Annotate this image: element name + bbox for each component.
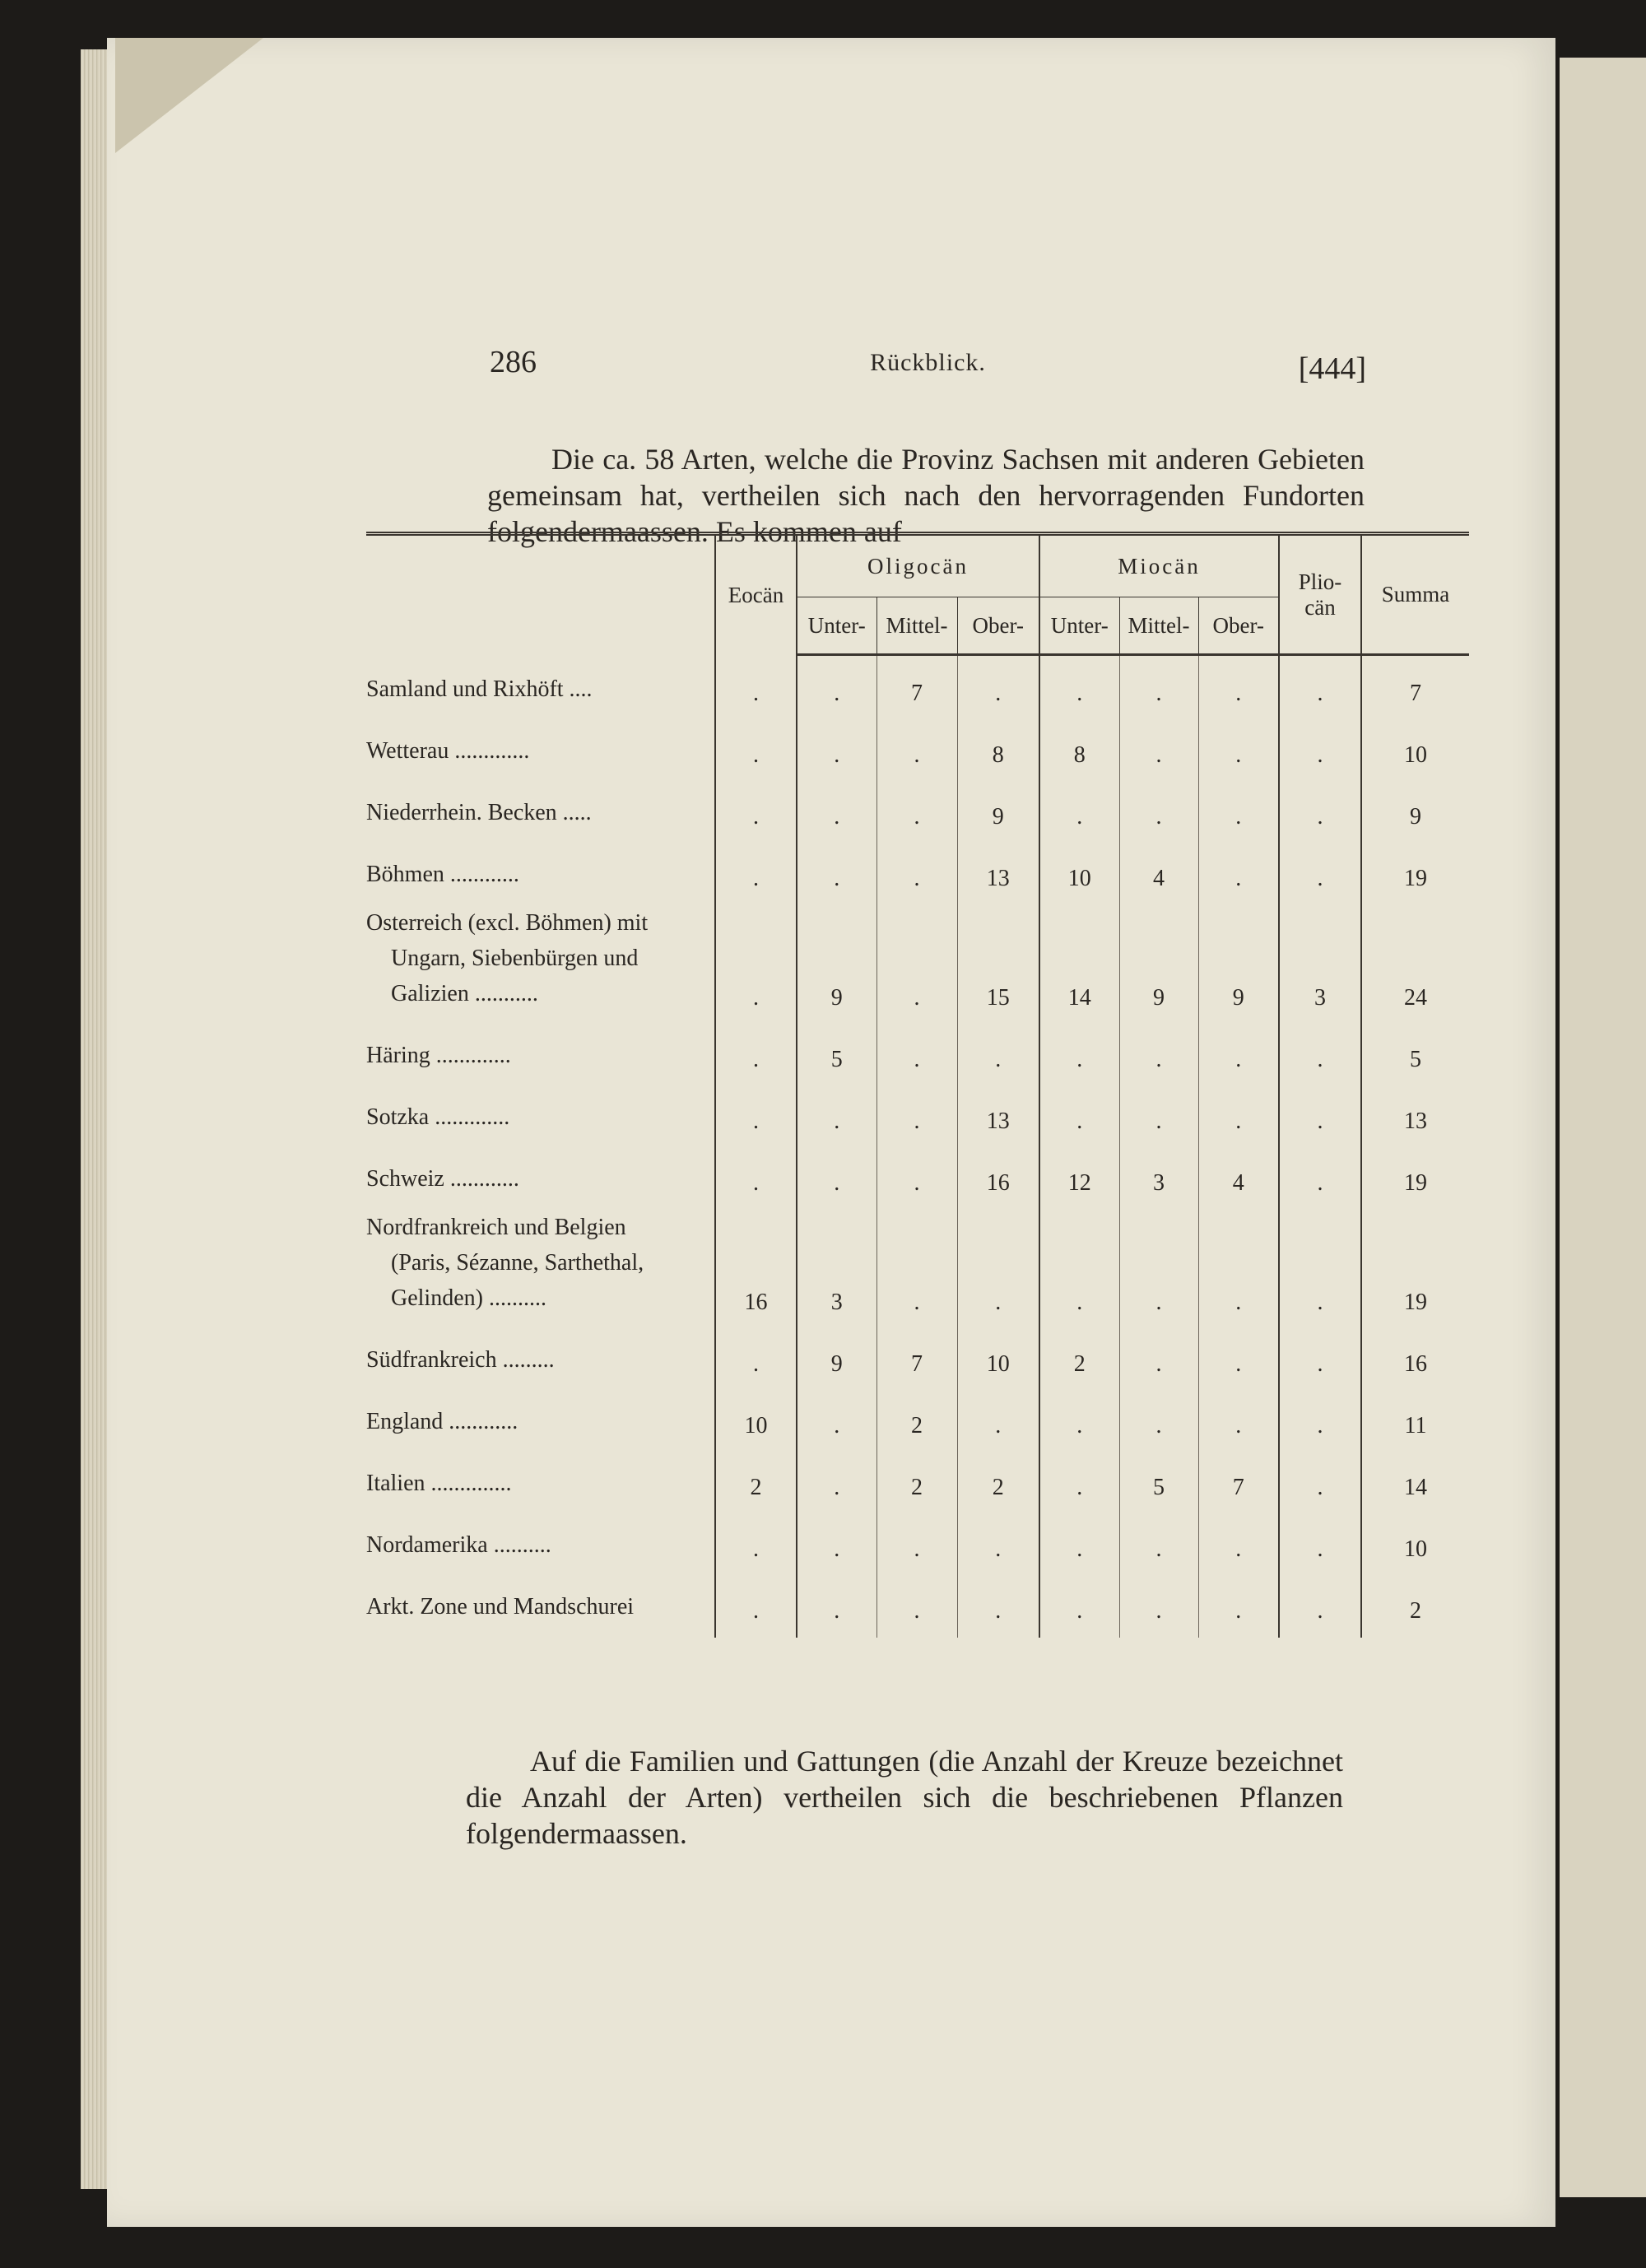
count-cell: 2	[957, 1452, 1039, 1514]
count-cell: .	[1279, 1391, 1361, 1452]
locality-name	[366, 655, 715, 720]
locality-name-line: Südfrankreich .........	[366, 1346, 555, 1373]
count-cell: .	[1198, 1086, 1279, 1148]
count-cell: .	[715, 1025, 797, 1086]
distribution-table	[366, 532, 1469, 1638]
summa-cell: 24	[1361, 905, 1469, 1025]
section-number: [444]	[1298, 351, 1366, 386]
distribution-table-wrap	[366, 532, 1469, 1638]
count-cell: 8	[957, 720, 1039, 782]
table-row	[366, 1452, 1469, 1514]
count-cell: .	[1119, 1086, 1198, 1148]
count-cell: .	[1039, 1210, 1119, 1329]
count-cell: .	[876, 782, 957, 844]
count-cell: .	[957, 1391, 1039, 1452]
count-cell: .	[1279, 655, 1361, 720]
summa-cell: 11	[1361, 1391, 1469, 1452]
count-cell: 7	[876, 1329, 957, 1391]
count-cell: 13	[957, 844, 1039, 905]
col-summa: Summa	[1361, 534, 1469, 655]
locality-name	[366, 1086, 715, 1148]
count-cell: .	[1119, 1329, 1198, 1391]
count-cell: 2	[1039, 1329, 1119, 1391]
table-row	[366, 1148, 1469, 1210]
summa-cell: 19	[1361, 1210, 1469, 1329]
count-cell: .	[1039, 1391, 1119, 1452]
count-cell: .	[1198, 1210, 1279, 1329]
col-eocaen: Eocän	[715, 534, 797, 655]
count-cell: .	[876, 1148, 957, 1210]
summa-cell: 9	[1361, 782, 1469, 844]
table-row	[366, 782, 1469, 844]
count-cell: .	[1279, 720, 1361, 782]
count-cell: .	[797, 1148, 876, 1210]
col-oligo-mittel: Mittel-	[876, 597, 957, 655]
count-cell: .	[1039, 1025, 1119, 1086]
locality-name-line: England ............	[366, 1408, 518, 1434]
count-cell: .	[1039, 1452, 1119, 1514]
count-cell: 7	[1198, 1452, 1279, 1514]
count-cell: 9	[957, 782, 1039, 844]
summa-cell: 19	[1361, 844, 1469, 905]
count-cell: .	[1119, 720, 1198, 782]
count-cell: .	[1119, 1514, 1198, 1576]
count-cell: 4	[1119, 844, 1198, 905]
outro-paragraph: Auf die Familien und Gattungen (die Anzahl der Kreuze bezeichnet die Anzahl der Arten) vertheilen sich die beschriebenen Pflanzen folgendermaassen.	[466, 1745, 1343, 1850]
count-cell: 5	[797, 1025, 876, 1086]
count-cell: .	[876, 1086, 957, 1148]
count-cell: .	[797, 1086, 876, 1148]
folded-corner	[115, 38, 263, 153]
table-row	[366, 905, 1469, 1025]
count-cell: .	[1039, 782, 1119, 844]
intro-paragraph: Die ca. 58 Arten, welche die Provinz Sachsen mit anderen Gebieten gemeinsam hat, vertheilen sich nach den hervorragenden Fundorten folgendermaassen. Es kommen auf	[487, 443, 1365, 548]
count-cell: .	[1279, 1148, 1361, 1210]
count-cell: 5	[1119, 1452, 1198, 1514]
count-cell: 3	[797, 1210, 876, 1329]
count-cell: .	[957, 1025, 1039, 1086]
table-row	[366, 1086, 1469, 1148]
locality-name-line: Schweiz ............	[366, 1165, 519, 1192]
table-row	[366, 655, 1469, 720]
locality-name	[366, 1576, 715, 1638]
page-header	[490, 344, 1366, 393]
count-cell: .	[1279, 1025, 1361, 1086]
locality-name	[366, 1210, 715, 1329]
col-oligocaen: Oligocän	[797, 534, 1039, 597]
count-cell: .	[1119, 782, 1198, 844]
summa-cell: 2	[1361, 1576, 1469, 1638]
locality-name-line: Gelinden) ..........	[391, 1285, 546, 1311]
count-cell: .	[797, 1514, 876, 1576]
count-cell: .	[876, 1576, 957, 1638]
count-cell: 16	[957, 1148, 1039, 1210]
locality-name	[366, 844, 715, 905]
locality-name-line: Samland und Rixhöft ....	[366, 676, 593, 702]
count-cell: .	[1119, 1391, 1198, 1452]
locality-name	[366, 1514, 715, 1576]
count-cell: .	[797, 655, 876, 720]
stub-header	[366, 534, 715, 655]
count-cell: 14	[1039, 905, 1119, 1025]
col-miocaen: Miocän	[1039, 534, 1279, 597]
locality-name	[366, 1452, 715, 1514]
count-cell: .	[876, 720, 957, 782]
locality-name	[366, 1329, 715, 1391]
count-cell: .	[957, 1210, 1039, 1329]
count-cell: 4	[1198, 1148, 1279, 1210]
col-oligo-unter: Unter-	[797, 597, 876, 655]
table-row	[366, 1514, 1469, 1576]
table-body	[366, 655, 1469, 1638]
count-cell: .	[876, 905, 957, 1025]
count-cell: 13	[957, 1086, 1039, 1148]
locality-name-line: Niederrhein. Becken .....	[366, 799, 592, 825]
count-cell: .	[1279, 1514, 1361, 1576]
count-cell: 9	[797, 905, 876, 1025]
running-title: Rückblick.	[870, 349, 986, 376]
count-cell: .	[1119, 655, 1198, 720]
count-cell: .	[797, 720, 876, 782]
count-cell: .	[1279, 782, 1361, 844]
count-cell: .	[1039, 1514, 1119, 1576]
locality-name-line: Ungarn, Siebenbürgen und	[391, 945, 639, 971]
summa-cell: 10	[1361, 720, 1469, 782]
count-cell: 8	[1039, 720, 1119, 782]
count-cell: 2	[715, 1452, 797, 1514]
count-cell: .	[797, 782, 876, 844]
count-cell: .	[1279, 1452, 1361, 1514]
count-cell: .	[1198, 1576, 1279, 1638]
count-cell: 16	[715, 1210, 797, 1329]
locality-name-line: Galizien ...........	[391, 980, 538, 1006]
count-cell: .	[876, 1514, 957, 1576]
table-row	[366, 1391, 1469, 1452]
table-row	[366, 1576, 1469, 1638]
count-cell: .	[1198, 1391, 1279, 1452]
table-row	[366, 1210, 1469, 1329]
locality-name-line: Häring .............	[366, 1042, 511, 1068]
count-cell: .	[1039, 1576, 1119, 1638]
locality-name-line: Böhmen ............	[366, 861, 519, 887]
count-cell: .	[876, 1025, 957, 1086]
locality-name-line: Osterreich (excl. Böhmen) mit	[366, 909, 649, 936]
count-cell: .	[1198, 1514, 1279, 1576]
count-cell: .	[797, 1576, 876, 1638]
count-cell: .	[715, 1086, 797, 1148]
count-cell: .	[957, 1514, 1039, 1576]
count-cell: 2	[876, 1391, 957, 1452]
locality-name-line: Sotzka .............	[366, 1104, 510, 1130]
count-cell: .	[1198, 720, 1279, 782]
locality-name	[366, 782, 715, 844]
count-cell: 12	[1039, 1148, 1119, 1210]
col-mio-ober: Ober-	[1198, 597, 1279, 655]
count-cell: .	[1198, 1025, 1279, 1086]
count-cell: .	[1279, 1086, 1361, 1148]
count-cell: .	[876, 844, 957, 905]
count-cell: .	[715, 655, 797, 720]
summa-cell: 5	[1361, 1025, 1469, 1086]
count-cell: .	[1198, 1329, 1279, 1391]
summa-cell: 13	[1361, 1086, 1469, 1148]
count-cell: .	[1279, 1210, 1361, 1329]
locality-name-line: Nordfrankreich und Belgien	[366, 1214, 626, 1240]
count-cell: 9	[797, 1329, 876, 1391]
count-cell: .	[1119, 1210, 1198, 1329]
count-cell: 7	[876, 655, 957, 720]
count-cell: .	[1119, 1025, 1198, 1086]
count-cell: .	[715, 1148, 797, 1210]
locality-name	[366, 1148, 715, 1210]
count-cell: 9	[1119, 905, 1198, 1025]
summa-cell: 14	[1361, 1452, 1469, 1514]
table-row	[366, 720, 1469, 782]
table-row	[366, 844, 1469, 905]
locality-name-line: Wetterau .............	[366, 737, 530, 764]
table-row	[366, 1329, 1469, 1391]
table-row	[366, 1025, 1469, 1086]
count-cell: .	[1039, 1086, 1119, 1148]
count-cell: 3	[1119, 1148, 1198, 1210]
locality-name	[366, 1025, 715, 1086]
count-cell: .	[1279, 844, 1361, 905]
count-cell: .	[1198, 782, 1279, 844]
locality-name-line: Nordamerika ..........	[366, 1531, 551, 1558]
count-cell: .	[715, 1514, 797, 1576]
locality-name-line: (Paris, Sézanne, Sarthethal,	[391, 1249, 644, 1276]
count-cell: 2	[876, 1452, 957, 1514]
count-cell: .	[715, 1576, 797, 1638]
summa-cell: 10	[1361, 1514, 1469, 1576]
locality-name-line: Arkt. Zone und Mandschurei	[366, 1593, 635, 1620]
locality-name	[366, 720, 715, 782]
summa-cell: 16	[1361, 1329, 1469, 1391]
count-cell: 10	[715, 1391, 797, 1452]
count-cell: .	[797, 1391, 876, 1452]
count-cell: .	[957, 655, 1039, 720]
count-cell: .	[797, 844, 876, 905]
count-cell: 10	[957, 1329, 1039, 1391]
count-cell: .	[715, 782, 797, 844]
count-cell: 3	[1279, 905, 1361, 1025]
count-cell: .	[876, 1210, 957, 1329]
col-mio-unter: Unter-	[1039, 597, 1119, 655]
count-cell: .	[957, 1576, 1039, 1638]
count-cell: .	[1198, 655, 1279, 720]
count-cell: .	[715, 1329, 797, 1391]
count-cell: .	[797, 1452, 876, 1514]
count-cell: .	[1279, 1329, 1361, 1391]
page-number: 286	[490, 345, 537, 379]
summa-cell: 19	[1361, 1148, 1469, 1210]
count-cell: .	[715, 720, 797, 782]
count-cell: 9	[1198, 905, 1279, 1025]
locality-name-line: Italien ..............	[366, 1470, 512, 1496]
locality-name	[366, 905, 715, 1025]
count-cell: 10	[1039, 844, 1119, 905]
count-cell: .	[715, 844, 797, 905]
count-cell: .	[1279, 1576, 1361, 1638]
col-oligo-ober: Ober-	[957, 597, 1039, 655]
summa-cell: 7	[1361, 655, 1469, 720]
count-cell: .	[1119, 1576, 1198, 1638]
col-mio-mittel: Mittel-	[1119, 597, 1198, 655]
col-pliocaen: Plio- cän	[1279, 534, 1361, 655]
facing-page-edge	[1560, 58, 1646, 2197]
count-cell: 15	[957, 905, 1039, 1025]
locality-name	[366, 1391, 715, 1452]
count-cell: .	[715, 905, 797, 1025]
count-cell: .	[1198, 844, 1279, 905]
count-cell: .	[1039, 655, 1119, 720]
